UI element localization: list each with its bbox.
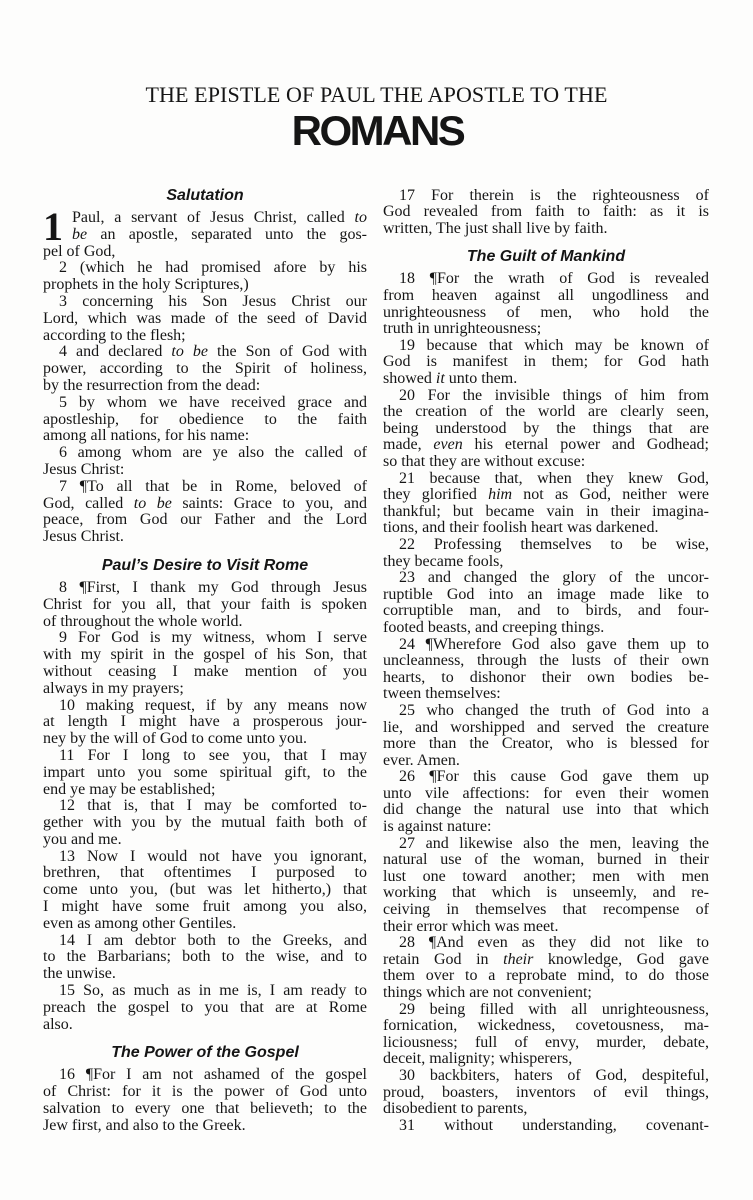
verse-text: they became fools, [383, 553, 504, 570]
verse-line [383, 885, 709, 902]
verse-text: unto them. [444, 371, 518, 388]
verse-number: 14 [59, 932, 75, 949]
verse-line [43, 949, 367, 966]
verse-text: to the Barbarians; both to the wise, and to [43, 949, 367, 966]
verse-23 [383, 570, 709, 636]
verse-20 [383, 388, 709, 471]
verse-line [43, 580, 367, 597]
verse-text: Jesus Christ. [43, 529, 124, 546]
verse-line [383, 1051, 709, 1068]
verse-10 [43, 698, 367, 748]
verse-text: and declared [76, 344, 172, 361]
verse-text: unrighteousness of men, who hold the [383, 304, 709, 321]
verse-text: I am debtor both to the Greeks, and [86, 932, 367, 949]
verse-text: God, called [43, 495, 134, 512]
verse-text: written, The just shall live by faith. [383, 220, 608, 237]
verse-line [43, 966, 367, 983]
verse-line [43, 311, 367, 328]
verse-line [383, 769, 709, 786]
verse-line [43, 479, 367, 496]
verse-line [43, 496, 367, 513]
verse-text: from heaven against all ungodliness and [383, 288, 709, 305]
verse-number: 24 [399, 636, 415, 653]
verse-text: not as God, neither were [512, 487, 709, 504]
verse-text: of Christ: for it is the power of God unto [43, 1084, 367, 1101]
verse-text: backbiters, haters of God, despiteful, [429, 1067, 709, 1084]
verse-text: ney by the will of God to come unto you. [43, 731, 307, 748]
verse-number: 18 [399, 271, 415, 288]
verse-line [383, 504, 709, 521]
verse-line [43, 512, 367, 529]
verse-line [383, 404, 709, 421]
verse-number: 17 [399, 187, 415, 204]
italic-text: it [435, 371, 445, 388]
verse-line [383, 437, 709, 454]
verse-29 [383, 1002, 709, 1068]
italic-text: be [72, 226, 88, 243]
verse-text: being understood by the things that are [383, 420, 709, 437]
verse-text: even as among other Gentiles. [43, 915, 237, 932]
verse-line [383, 703, 709, 720]
verse-line [43, 983, 367, 1000]
verse-line [43, 916, 367, 933]
verse-line [383, 1118, 709, 1135]
verse-line [43, 630, 367, 647]
verse-2 [43, 260, 367, 294]
verse-text: always in my prayers; [43, 680, 184, 697]
book-title: ROMANS [291, 107, 464, 154]
verse-line [383, 421, 709, 438]
verse-text: uncleanness, through the lusts of their own [383, 653, 709, 670]
verse-number: 28 [399, 935, 415, 952]
verse-text: according to the flesh; [43, 327, 186, 344]
verse-text: of throughout the whole world. [43, 613, 243, 630]
verse-28 [383, 935, 709, 1001]
verse-line [43, 1101, 367, 1118]
verse-18 [383, 271, 709, 337]
verse-line [43, 714, 367, 731]
verse-line [43, 1000, 367, 1017]
verse-line [383, 1101, 709, 1118]
verse-text: natural use of the woman, burned in their [383, 852, 709, 869]
verse-text: the Son of God with [208, 344, 367, 361]
verse-line [383, 388, 709, 405]
verse-number: 25 [399, 702, 415, 719]
verse-line [383, 1068, 709, 1085]
verse-text: so that they are without excuse: [383, 454, 586, 470]
verse-text: showed [383, 371, 436, 388]
verse-text: hearts, to dishonor their own bodies be- [383, 669, 709, 686]
verse-line [383, 587, 709, 604]
epistle-subtitle: THE EPISTLE OF PAUL THE APOSTLE TO THE [145, 81, 608, 107]
verse-text: ¶For this cause God gave them up [429, 769, 709, 786]
verse-text: is against nature: [383, 819, 492, 836]
verse-line [43, 277, 367, 294]
verse-line [43, 765, 367, 782]
verse-text: concerning his Son Jesus Christ our [82, 293, 367, 310]
verse-text: Paul, a servant of Jesus Christ, called [72, 210, 355, 226]
verse-12 [43, 798, 367, 848]
verse-text: by whom we have received grace and [78, 394, 367, 411]
verse-text: the unwise. [43, 966, 116, 983]
verse-line [43, 328, 367, 345]
verse-line [383, 570, 709, 587]
verse-line [43, 731, 367, 748]
verse-24 [383, 637, 709, 703]
verse-number: 6 [59, 445, 67, 462]
verse-text: because that, when they knew God, [429, 470, 709, 487]
verse-line [383, 321, 709, 338]
verse-text: end ye may be established; [43, 781, 216, 798]
verse-text: who changed the truth of God into a [426, 702, 709, 719]
verse-text: Now I would not have you ignorant, [86, 848, 367, 865]
section-heading: The Guilt of Mankind [466, 248, 626, 266]
verse-text: among all nations, for his name: [43, 428, 250, 445]
verse-line [43, 832, 367, 849]
verse-text: by the resurrection from the dead: [43, 377, 261, 394]
verse-line [383, 637, 709, 654]
verse-line [383, 471, 709, 488]
verse-number: 22 [399, 536, 415, 553]
verse-text: disobedient to parents, [383, 1101, 528, 1118]
verse-line [383, 221, 709, 238]
verse-text: deceit, malignity; whisperers, [383, 1051, 573, 1068]
italic-text: their [503, 951, 534, 968]
verse-6 [43, 445, 367, 479]
verse-text: Professing themselves to be wise, [433, 536, 709, 553]
verse-text: power, according to the Spirit of holiness, [43, 361, 367, 378]
verse-text: and likewise also the men, leaving the [425, 835, 709, 852]
verse-line [43, 681, 367, 698]
verse-text: and changed the glory of the uncor- [427, 570, 709, 587]
verse-text: (which he had promised afore by his [79, 260, 367, 277]
verse-line [43, 1118, 367, 1135]
verse-line [383, 985, 709, 1002]
verse-number: 5 [59, 394, 67, 411]
verse-line [383, 902, 709, 919]
verse-line [383, 720, 709, 737]
verse-13 [43, 849, 367, 933]
verse-text: tions, and their foolish heart was darkened. [383, 520, 659, 537]
verse-27 [383, 836, 709, 936]
verse-line [43, 597, 367, 614]
verse-number: 15 [59, 983, 75, 1000]
verse-line [383, 1035, 709, 1052]
verse-text: without ceasing I make mention of you [43, 663, 367, 680]
verse-text: ¶For the wrath of God is revealed [429, 271, 709, 288]
verse-text: ¶To all that be in Rome, beloved of [79, 478, 367, 495]
verse-text: an apostle, separated unto the gos- [87, 226, 367, 243]
verse-text: gether with you by the mutual faith both of [43, 815, 367, 832]
verse-line [43, 244, 367, 261]
verse-text: working that which is unseemly, and re- [383, 885, 709, 902]
verse-text: Jew first, and also to the Greek. [43, 1117, 246, 1134]
verse-text: For the invisible things of him from [427, 387, 709, 404]
verse-line [43, 933, 367, 950]
verse-text: thankful; but became vain in their imagina- [383, 503, 709, 520]
verse-number: 16 [59, 1067, 75, 1084]
verse-line [43, 428, 367, 445]
verse-text: For God is my witness, whom I serve [78, 630, 367, 647]
verse-line [43, 361, 367, 378]
verse-text: knowledge, God gave [533, 951, 709, 968]
verse-line [383, 1018, 709, 1035]
verse-text: being filled with all unrighteousness, [429, 1001, 709, 1018]
verse-text: ¶For I am not ashamed of the gospel [85, 1067, 367, 1084]
verse-text: did change the natural use into that which [383, 802, 709, 819]
verse-line [383, 305, 709, 322]
verse-text: lie, and worshipped and served the creature [383, 719, 709, 736]
italic-text: to [354, 210, 367, 226]
verse-line [43, 1017, 367, 1034]
verse-text: they glorified [383, 487, 489, 504]
verse-text: salvation to every one that believeth; to the [43, 1101, 367, 1118]
verse-text: ¶First, I thank my God through Jesus [79, 579, 367, 596]
verse-line [43, 614, 367, 631]
verse-text: with my spirit in the gospel of his Son, that [43, 647, 367, 664]
verse-text: also. [43, 1016, 73, 1033]
italic-text: to be [133, 495, 172, 512]
verse-line [383, 1085, 709, 1102]
verse-line [43, 698, 367, 715]
verse-line [383, 802, 709, 819]
verse-text: among whom are ye also the called of [77, 445, 367, 462]
verse-text: that is, that I may be comforted to- [87, 798, 367, 815]
verse-22 [383, 537, 709, 570]
verse-text: lust one toward another; men with men [383, 868, 709, 885]
verse-line [383, 736, 709, 753]
verse-text: Lord, which was made of the seed of David [43, 310, 367, 327]
verse-number: 26 [399, 769, 415, 786]
verse-text: I might have some fruit among you also, [43, 899, 367, 916]
verse-line [43, 462, 367, 479]
verse-5 [43, 395, 367, 445]
verse-7 [43, 479, 367, 546]
verse-text: brethren, that oftentimes I purposed to [43, 865, 367, 882]
verse-line [383, 620, 709, 637]
verse-line [383, 935, 709, 952]
verse-line [43, 1084, 367, 1101]
verse-3 [43, 294, 367, 344]
verse-text: because that which may be known of [426, 337, 709, 354]
verse-text: you and me. [43, 831, 122, 848]
verse-line [383, 603, 709, 620]
verse-number: 3 [59, 293, 67, 310]
verse-text: pel of God, [43, 243, 116, 260]
verse-text: liciousness; full of envy, murder, debate, [383, 1034, 709, 1051]
verse-line [383, 354, 709, 371]
verse-text: ever. Amen. [383, 752, 460, 769]
verse-line [43, 899, 367, 916]
verse-line [43, 664, 367, 681]
verse-text: proud, boasters, inventors of evil things, [383, 1084, 709, 1101]
verse-line [383, 371, 709, 388]
verse-text: For therein is the righteousness of [431, 187, 709, 204]
verse-text: the creation of the world are clearly seen, [383, 404, 709, 421]
italic-text: him [488, 487, 513, 504]
verse-text: tween themselves: [383, 686, 501, 703]
verse-line [43, 1067, 367, 1084]
section-heading: Paul’s Desire to Visit Rome [101, 556, 309, 574]
verse-number: 7 [59, 478, 67, 495]
verse-text: more than the Creator, who is blessed for [383, 736, 709, 753]
verse-line [383, 338, 709, 355]
verse-line [43, 260, 367, 277]
verse-text: ruptible God into an image made like to [383, 586, 709, 603]
verse-19 [383, 338, 709, 388]
verse-text: Jesus Christ: [43, 461, 125, 478]
verse-11 [43, 748, 367, 798]
verse-26 [383, 769, 709, 835]
verse-text: at length I might have a prosperous jour- [43, 714, 367, 731]
verse-16 [43, 1067, 367, 1134]
verse-text: making request, if by any means now [85, 697, 367, 714]
verse-line [43, 647, 367, 664]
verse-line [43, 412, 367, 429]
verse-text: For I long to see you, that I may [87, 747, 367, 764]
verse-number: 21 [399, 470, 415, 487]
verse-line [383, 786, 709, 803]
verse-8 [43, 580, 367, 630]
verse-line [383, 852, 709, 869]
verse-number: 31 [399, 1117, 415, 1134]
right-column [383, 188, 709, 1135]
verse-line [43, 227, 367, 244]
verse-line [383, 819, 709, 836]
verse-line [383, 454, 709, 471]
verse-line [43, 849, 367, 866]
verse-text: things which are not convenient; [383, 985, 592, 1001]
verse-21 [383, 471, 709, 537]
verse-15 [43, 983, 367, 1033]
verse-text: made, [383, 437, 434, 454]
verse-text: ¶Wherefore God also gave them up to [425, 636, 709, 653]
verse-text: Christ for you all, that your faith is spoken [43, 596, 367, 613]
verse-text: prophets in the holy Scriptures,) [43, 277, 249, 294]
left-column [43, 187, 367, 1135]
verse-text: come unto you, (but was let hitherto,) that [43, 882, 367, 899]
section-heading: Salutation [166, 187, 244, 204]
verse-number: 4 [59, 344, 67, 361]
verse-text: without understanding, covenant- [444, 1117, 709, 1134]
verse-line [43, 782, 367, 799]
verse-number: 20 [399, 387, 415, 404]
verse-line [43, 882, 367, 899]
verse-line [43, 395, 367, 412]
verse-line [383, 271, 709, 288]
verse-30 [383, 1068, 709, 1118]
verse-line [43, 529, 367, 546]
verse-line [383, 1002, 709, 1019]
section-heading: The Power of the Gospel [111, 1044, 299, 1062]
verse-text: ceiving in themselves that recompense of [383, 902, 709, 919]
verse-text: footed beasts, and creeping things. [383, 619, 605, 636]
verse-line [43, 445, 367, 462]
verse-text: apostleship, for obedience to the faith [43, 411, 367, 428]
verse-text: saints: Grace to you, and [171, 495, 367, 512]
verse-text: God is manifest in them; for God hath [383, 354, 709, 371]
verse-line [383, 653, 709, 670]
verse-line [383, 836, 709, 853]
verse-text: their error which was meet. [383, 918, 559, 935]
verse-number: 2 [59, 260, 67, 277]
verse-line [383, 204, 709, 221]
verse-25 [383, 703, 709, 769]
verse-number: 9 [59, 630, 67, 647]
verse-line [383, 968, 709, 985]
chapter-number: 1 [43, 203, 63, 249]
verse-text: fornication, wickedness, covetousness, ma- [383, 1018, 709, 1035]
verse-line [383, 919, 709, 936]
verse-number: 8 [59, 579, 67, 596]
italic-text: to be [171, 344, 209, 361]
verse-line [383, 288, 709, 305]
verse-line [43, 378, 367, 395]
verse-text: them over to a reprobate mind, to do those [383, 968, 709, 985]
verse-line [383, 753, 709, 770]
verse-text: God revealed from faith to faith: as it is [383, 204, 709, 221]
verse-line [43, 815, 367, 832]
verse-number: 19 [399, 337, 415, 354]
verse-line [383, 537, 709, 554]
verse-number: 12 [59, 798, 75, 815]
verse-line [383, 554, 709, 571]
verse-line [43, 865, 367, 882]
verse-number: 23 [399, 570, 415, 587]
verse-line [383, 670, 709, 687]
verse-line [383, 487, 709, 504]
verse-number: 13 [59, 848, 75, 865]
italic-text: even [433, 437, 463, 454]
verse-line [43, 798, 367, 815]
verse-text: his eternal power and Godhead; [462, 437, 709, 454]
verse-number: 30 [399, 1067, 415, 1084]
verse-text: ¶And even as they did not like to [428, 935, 709, 952]
verse-line [43, 294, 367, 311]
verse-line [383, 686, 709, 703]
verse-line [383, 520, 709, 537]
verse-text: impart unto you some spiritual gift, to the [43, 764, 367, 781]
verse-text: peace, from God our Father and the Lord [43, 512, 367, 529]
verse-line [43, 748, 367, 765]
verse-17 [383, 188, 709, 238]
verse-number: 29 [399, 1001, 415, 1018]
verse-9 [43, 630, 367, 697]
verse-1 [43, 203, 367, 260]
verse-text: retain God in [383, 951, 504, 968]
verse-line [383, 869, 709, 886]
verse-31 [383, 1118, 709, 1135]
verse-text: corruptible man, and to birds, and four- [383, 603, 709, 620]
verse-text: unto vile affections: for even their women [383, 785, 709, 802]
verse-line [383, 952, 709, 969]
verse-number: 10 [59, 697, 75, 714]
verse-line [43, 210, 367, 227]
verse-line [383, 188, 709, 205]
verse-text: preach the gospel to you that are at Rome [43, 999, 367, 1016]
verse-text: truth in unrighteousness; [383, 321, 542, 338]
verse-4 [43, 344, 367, 394]
verse-14 [43, 933, 367, 983]
verse-text: So, as much as in me is, I am ready to [83, 983, 367, 1000]
verse-number: 27 [399, 835, 415, 852]
verse-line [43, 344, 367, 361]
verse-number: 11 [59, 747, 75, 764]
